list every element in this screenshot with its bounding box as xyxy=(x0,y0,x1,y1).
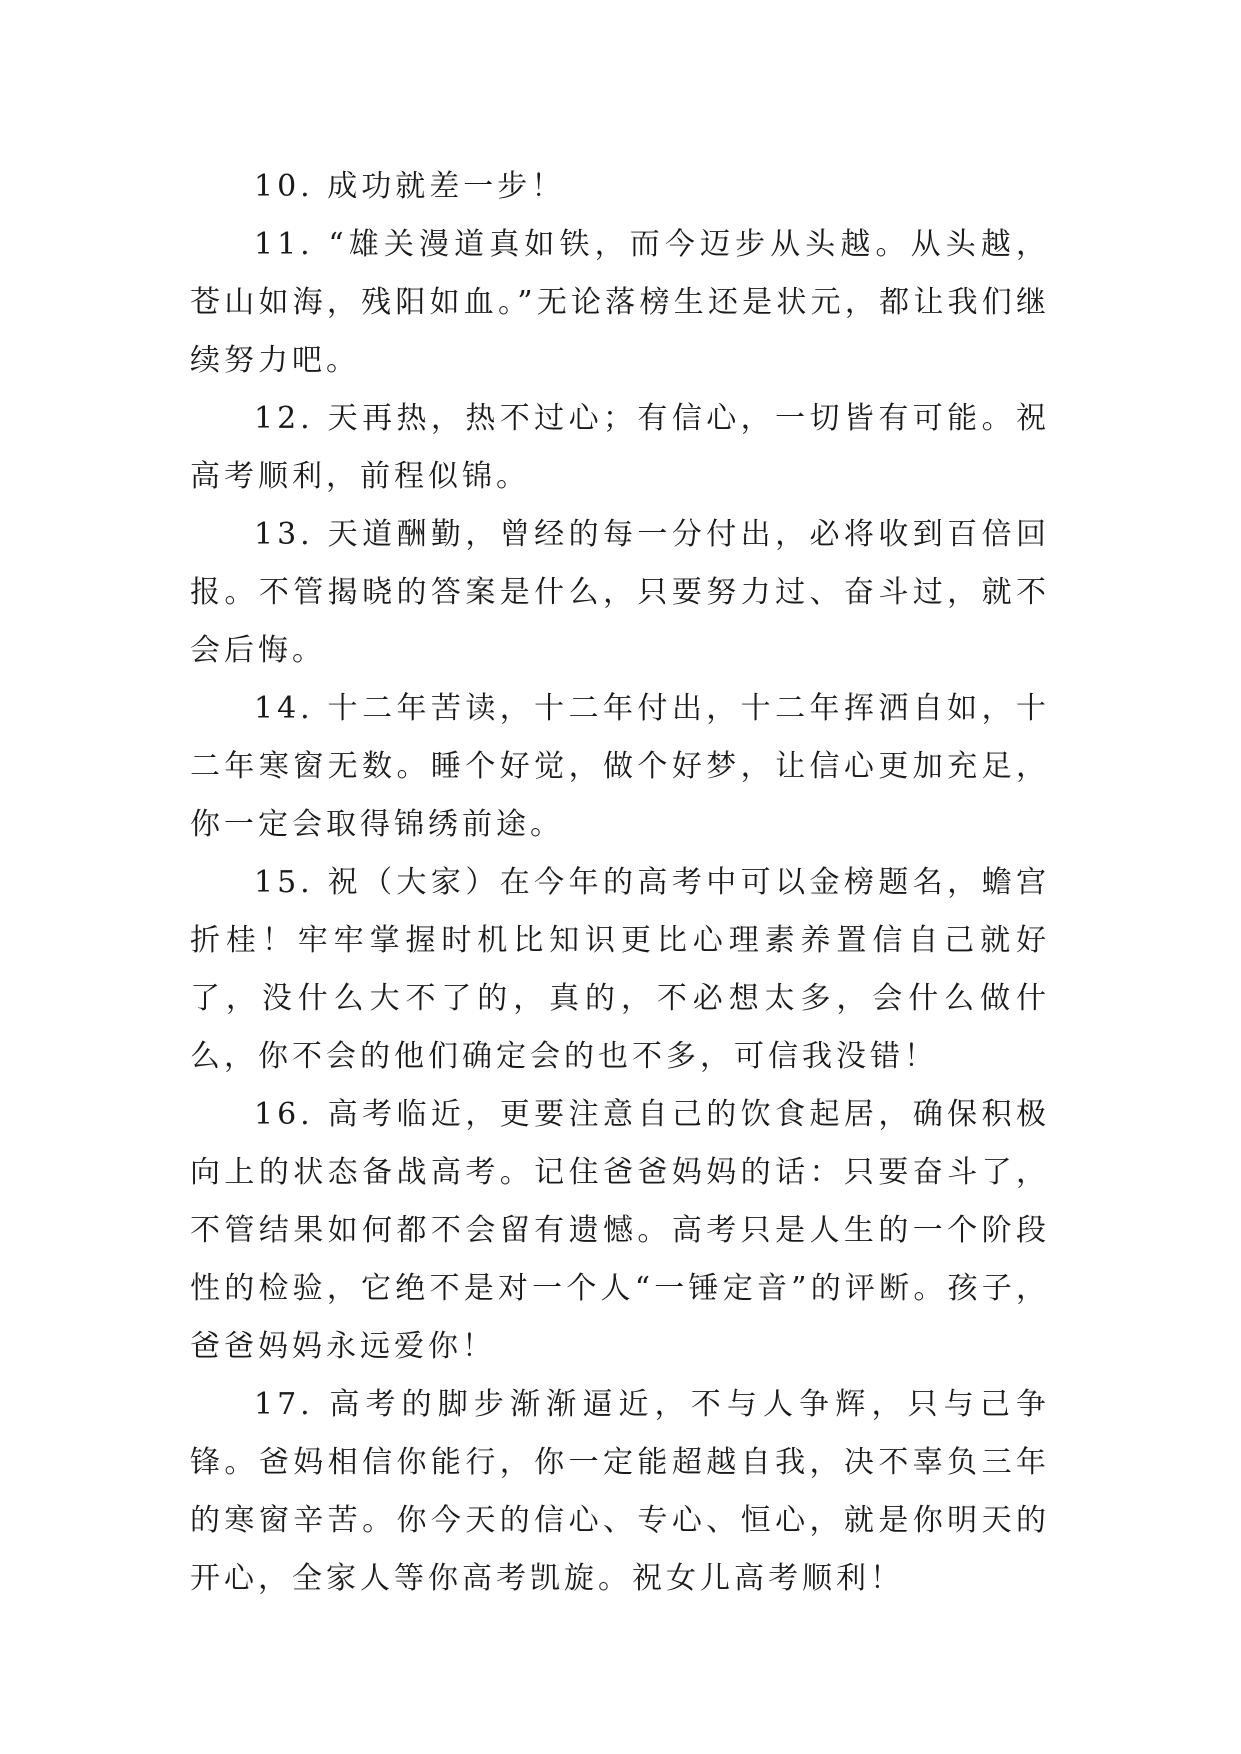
document-body xyxy=(190,158,1050,1608)
paragraph-17: 17. 高考的脚步渐渐逼近，不与人争辉，只与己争锋。爸妈相信你能行，你一定能超越自我，决不辜负三年的寒窗辛苦。你今天的信心、专心、恒心，就是你明天的开心，全家人等你高考凯旋。祝女儿高考顺利！ xyxy=(190,1387,1050,1596)
paragraph-14: 14. 十二年苦读，十二年付出，十二年挥洒自如，十二年寒窗无数。睡个好觉，做个好梦，让信心更加充足，你一定会取得锦绣前途。 xyxy=(190,691,1050,842)
paragraph-15: 15. 祝（大家）在今年的高考中可以金榜题名，蟾宫折桂！牢牢掌握时机比知识更比心理素养置信自己就好了，没什么大不了的，真的，不必想太多，会什么做什么，你不会的他们确定会的也不多，可信我没错！ xyxy=(190,865,1050,1074)
paragraph-11: 11. “雄关漫道真如铁，而今迈步从头越。从头越，苍山如海，残阳如血。”无论落榜生还是状元，都让我们继续努力吧。 xyxy=(190,227,1050,378)
paragraph-12: 12. 天再热，热不过心；有信心，一切皆有可能。祝高考顺利，前程似锦。 xyxy=(190,401,1050,494)
paragraph-10: 10. 成功就差一步！ xyxy=(254,169,566,204)
paragraph-16: 16. 高考临近，更要注意自己的饮食起居，确保积极向上的状态备战高考。记住爸爸妈妈的话：只要奋斗了，不管结果如何都不会留有遗憾。高考只是人生的一个阶段性的检验，它绝不是对一个人“一锤定音”的评断。孩子，爸爸妈妈永远爱你！ xyxy=(190,1097,1050,1364)
paragraph-13: 13. 天道酬勤，曾经的每一分付出，必将收到百倍回报。不管揭晓的答案是什么，只要努力过、奋斗过，就不会后悔。 xyxy=(190,517,1050,668)
